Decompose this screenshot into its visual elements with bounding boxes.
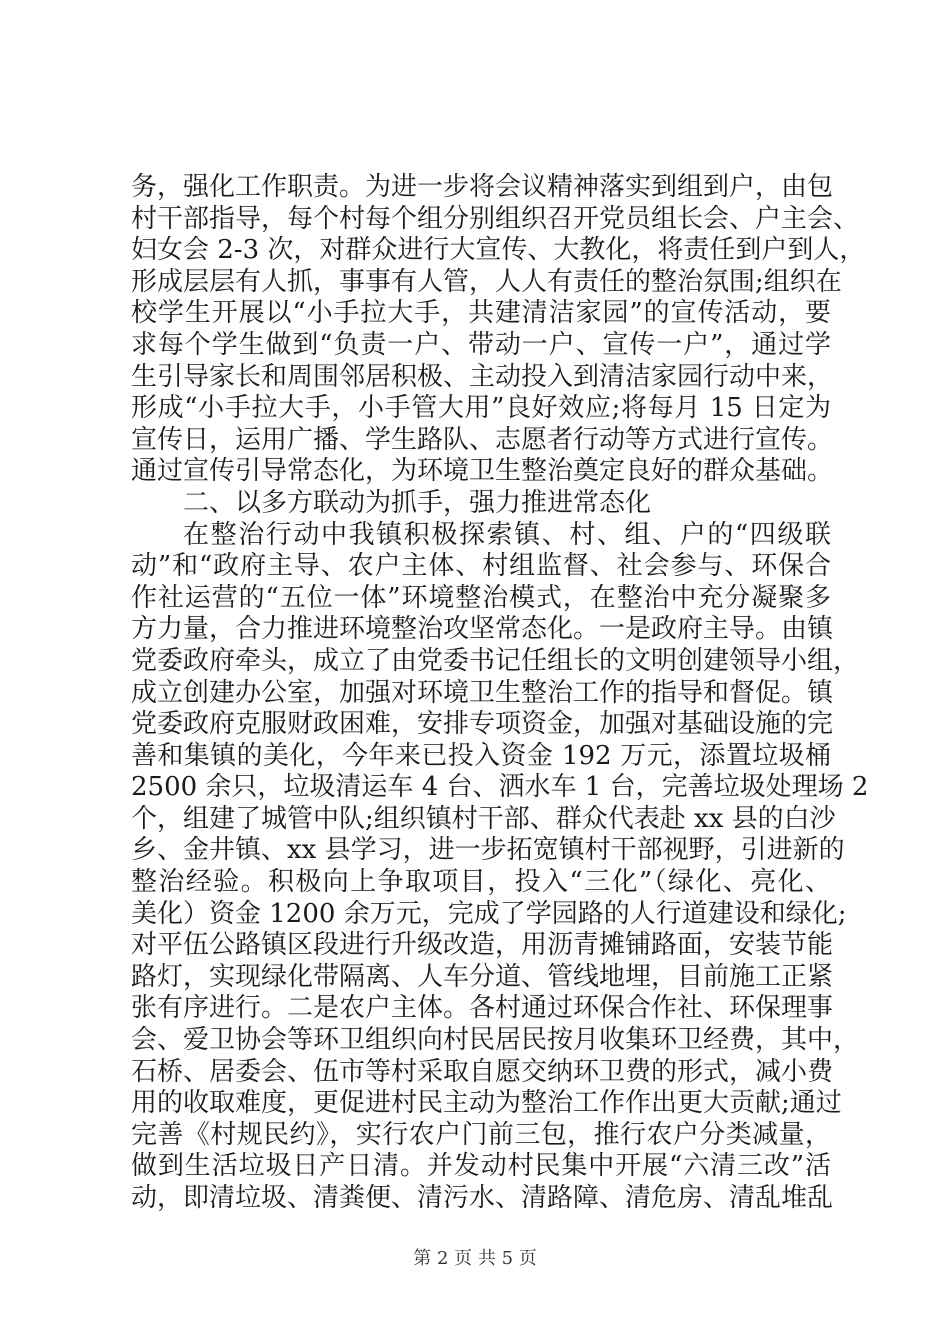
text-line: 美化）资金 1200 余万元，完成了学园路的人行道建设和绿化; xyxy=(131,898,847,929)
text-line: 党委政府克服财政困难，安排专项资金，加强对基础设施的完 xyxy=(131,709,834,740)
text-line: 张有序进行。二是农户主体。各村通过环保合作社、环保理事 xyxy=(131,993,834,1024)
text-line: 做到生活垃圾日产日清。并发动村民集中开展“六清三改”活 xyxy=(131,1151,831,1182)
text-line: 妇女会 2-3 次，对群众进行大宣传、大教化，将责任到户到人， xyxy=(131,235,866,266)
text-line: 校学生开展以“小手拉大手，共建清洁家园”的宣传活动，要 xyxy=(131,298,831,329)
text-line: 对平伍公路镇区段进行升级改造，用沥青摊铺路面，安装节能 xyxy=(131,930,834,961)
text-line: 作社运营的“五位一体”环境整治模式，在整治中充分凝聚多 xyxy=(131,582,831,613)
text-line: 路灯，实现绿化带隔离、人车分道、管线地埋，目前施工正紧 xyxy=(131,961,834,992)
text-line: 在整治行动中我镇积极探索镇、村、组、户的“四级联 xyxy=(183,519,831,550)
text-line: 方力量，合力推进环境整治攻坚常态化。一是政府主导。由镇 xyxy=(131,614,834,645)
text-line: 善和集镇的美化，今年来已投入资金 192 万元，添置垃圾桶 xyxy=(131,740,831,771)
text-line: 乡、金井镇、xx 县学习，进一步拓宽镇村干部视野，引进新的 xyxy=(131,835,845,866)
text-line: 生引导家长和周围邻居积极、主动投入到清洁家园行动中来， xyxy=(131,361,834,392)
text-line: 党委政府牵头，成立了由党委书记任组长的文明创建领导小组， xyxy=(131,645,860,676)
text-line: 会、爱卫协会等环卫组织向村民居民按月收集环卫经费，其中， xyxy=(131,1025,860,1056)
text-line: 村干部指导，每个村每个组分别组织召开党员组长会、户主会、 xyxy=(131,203,860,234)
text-line: 动，即清垃圾、清粪便、清污水、清路障、清危房、清乱堆乱 xyxy=(131,1183,834,1213)
text-line: 形成层层有人抓，事事有人管，人人有责任的整治氛围;组织在 xyxy=(131,266,842,297)
text-line: 石桥、居委会、伍市等村采取自愿交纳环卫费的形式，减小费 xyxy=(131,1056,834,1087)
text-line: 完善《村规民约》，实行农户门前三包，推行农户分类减量， xyxy=(131,1119,831,1150)
text-line: 形成“小手拉大手，小手管大用”良好效应;将每月 15 日定为 xyxy=(131,393,831,424)
text-line: 务，强化工作职责。为进一步将会议精神落实到组到户，由包 xyxy=(131,172,834,202)
document-body xyxy=(131,172,869,1215)
text-line: 成立创建办公室，加强对环境卫生整治工作的指导和督促。镇 xyxy=(131,677,834,708)
text-line: 个，组建了城管中队;组织镇村干部、群众代表赴 xx 县的白沙 xyxy=(131,803,836,834)
text-line: 宣传日，运用广播、学生路队、志愿者行动等方式进行宣传。 xyxy=(131,424,834,455)
text-line: 通过宣传引导常态化，为环境卫生整治奠定良好的群众基础。 xyxy=(131,456,834,487)
text-line: 动”和“政府主导、农户主体、村组监督、社会参与、环保合 xyxy=(131,551,831,582)
text-line: 2500 余只，垃圾清运车 4 台、洒水车 1 台，完善垃圾处理场 2 xyxy=(131,772,869,803)
text-line: 整治经验。积极向上争取项目，投入“三化”（绿化、亮化、 xyxy=(131,867,831,898)
text-line: 用的收取难度，更促进村民主动为整治工作作出更大贡献;通过 xyxy=(131,1088,842,1119)
page-number: 第 2 页 共 5 页 xyxy=(413,1248,537,1269)
section-heading: 二、以多方联动为抓手，强力推进常态化 xyxy=(183,487,652,518)
text-line: 求每个学生做到“负责一户、带动一户、宣传一户”，通过学 xyxy=(131,329,831,360)
